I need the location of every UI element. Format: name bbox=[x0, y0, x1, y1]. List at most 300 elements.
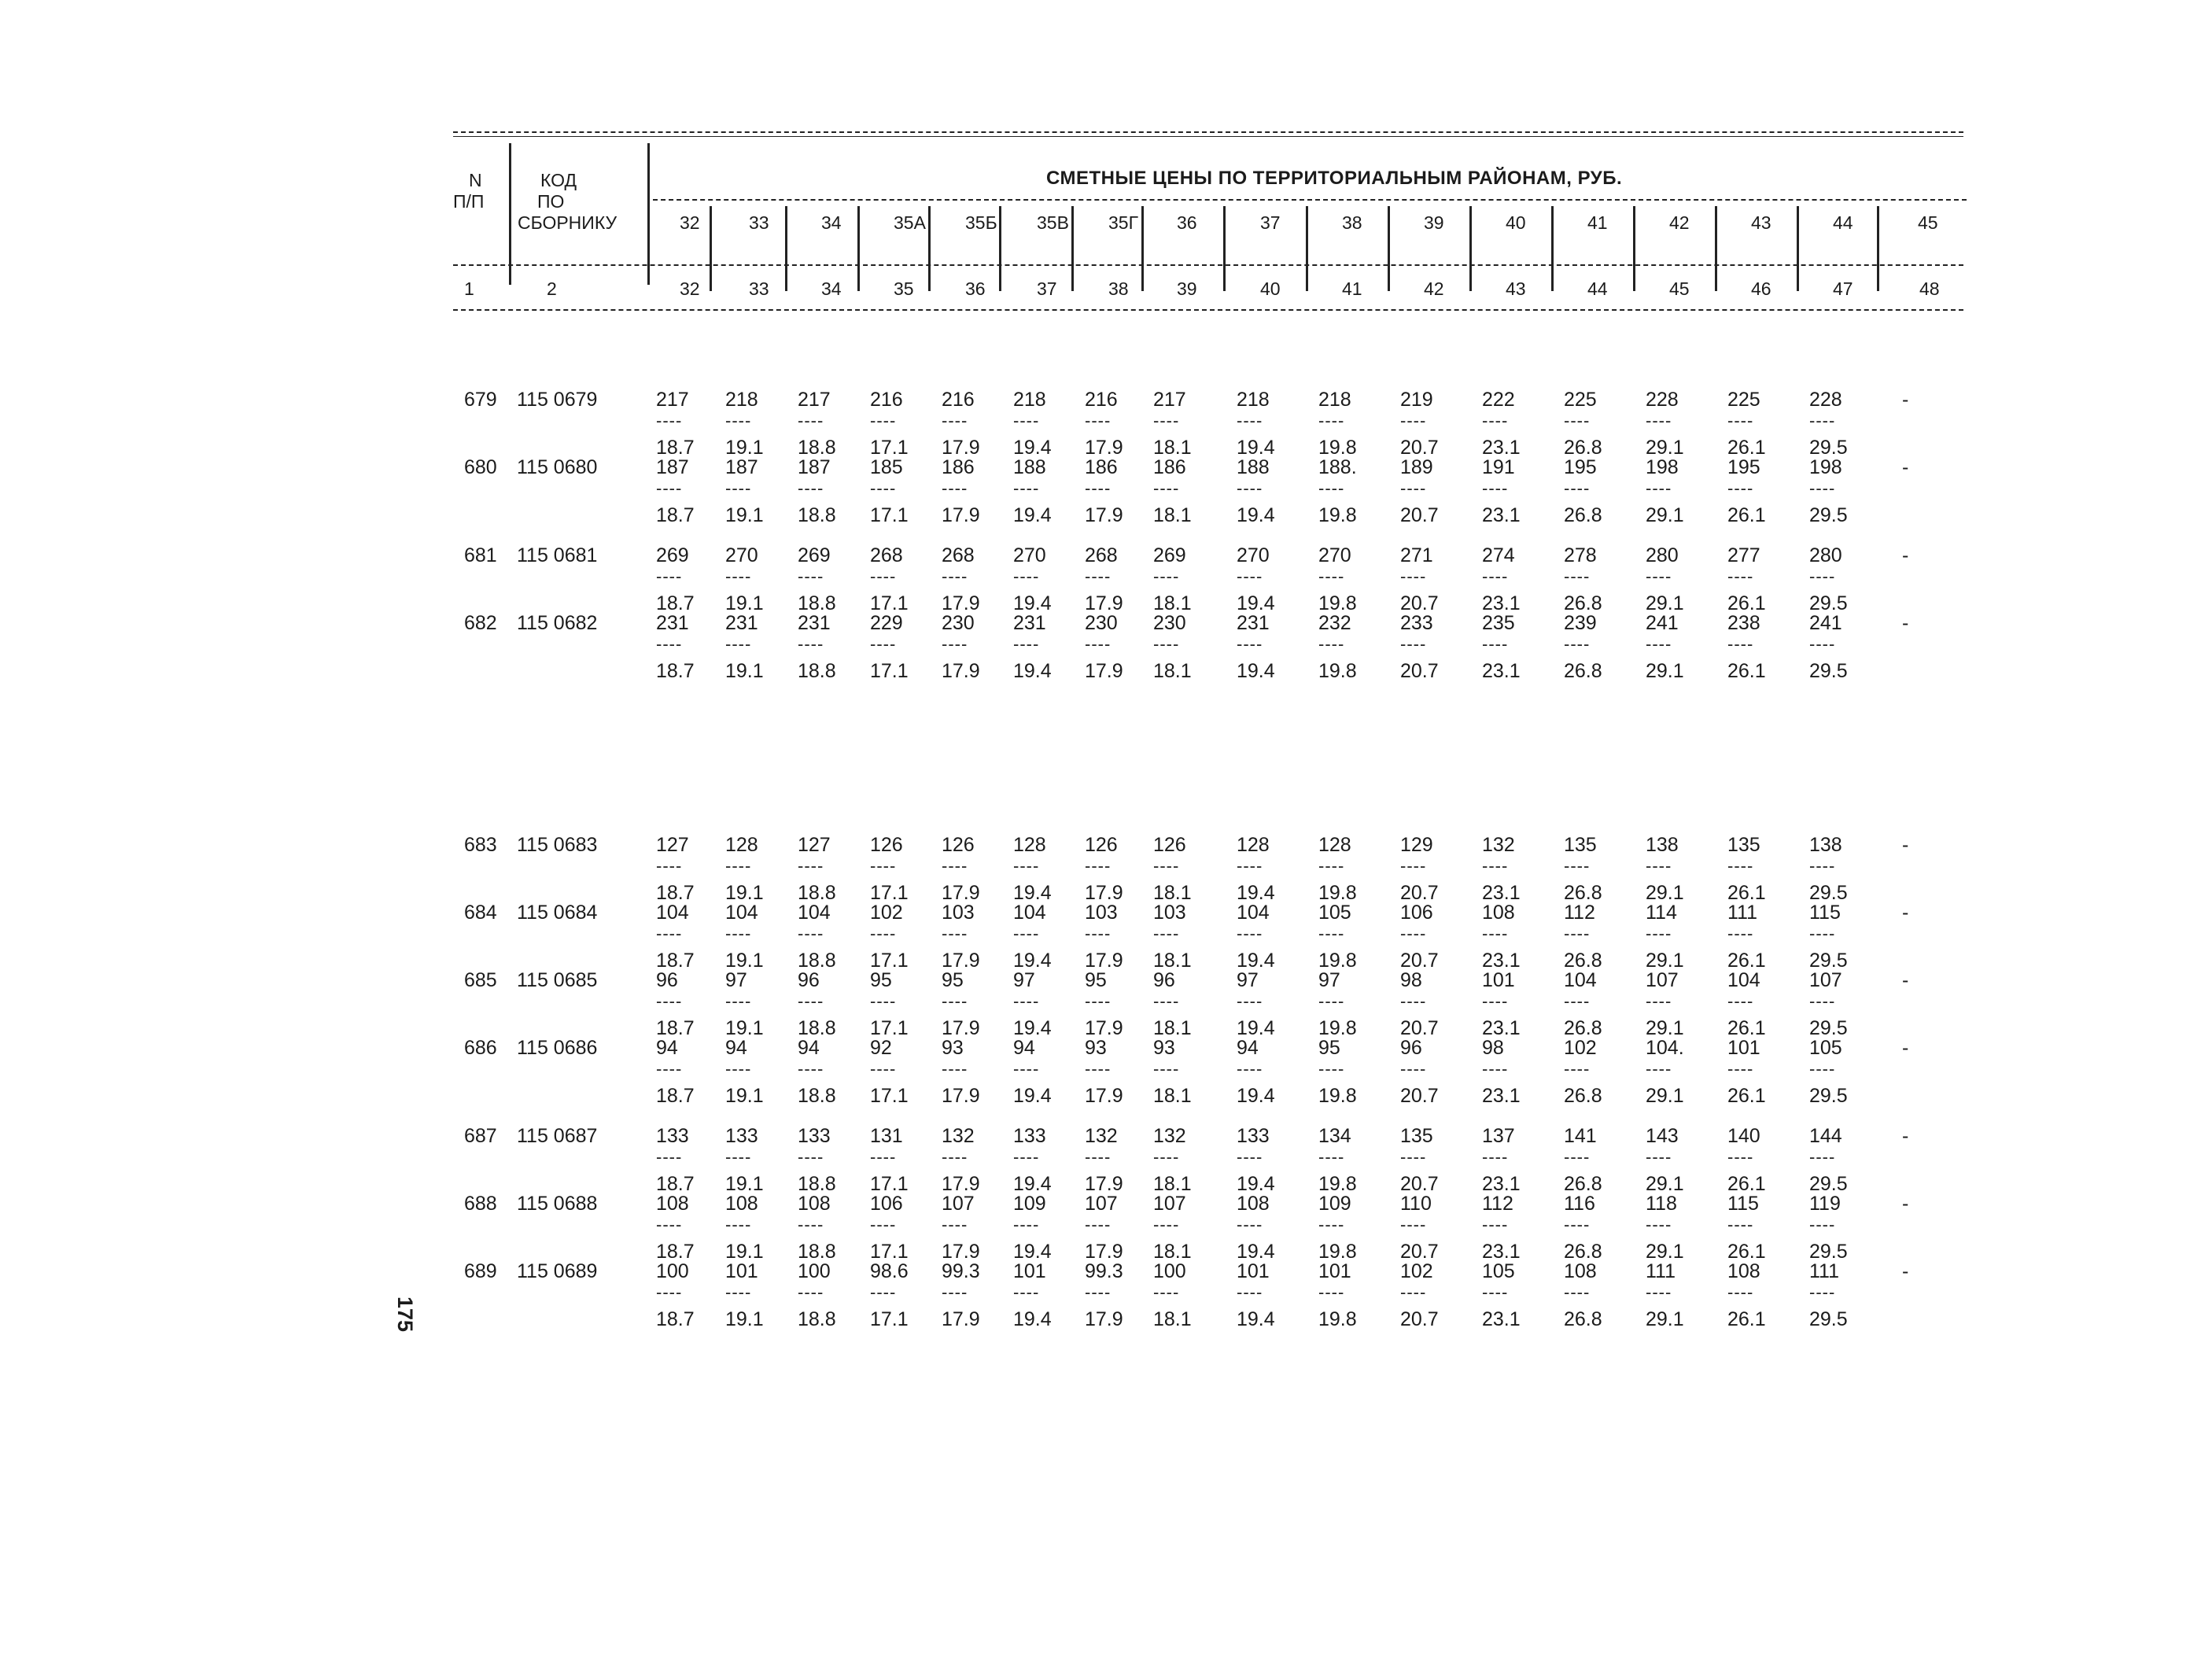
price-cell: 133 bbox=[798, 1125, 831, 1147]
coefficient-cell: 23.1 bbox=[1482, 1308, 1521, 1330]
coefficient-cell: 17.9 bbox=[942, 1241, 980, 1263]
coefficient-cell: 20.7 bbox=[1400, 1085, 1439, 1107]
fraction-bar: ---- bbox=[1646, 478, 1672, 498]
column-number: 36 bbox=[965, 278, 986, 299]
fraction-bar: ---- bbox=[725, 1059, 752, 1079]
fraction-bar: ---- bbox=[1237, 1215, 1263, 1234]
price-cell: 277 bbox=[1727, 544, 1760, 566]
coefficient-cell: 18.1 bbox=[1153, 437, 1192, 459]
coefficient-cell: 19.4 bbox=[1013, 592, 1052, 614]
coefficient-cell: 18.8 bbox=[798, 1173, 836, 1195]
header-top-rule-2 bbox=[453, 136, 1963, 137]
coefficient-cell: 19.4 bbox=[1237, 1241, 1275, 1263]
price-cell: 128 bbox=[1318, 834, 1351, 856]
price-cell: 98.6 bbox=[870, 1260, 909, 1282]
price-cell: 268 bbox=[942, 544, 975, 566]
coefficient-cell: 23.1 bbox=[1482, 882, 1521, 904]
fraction-bar: ---- bbox=[942, 1282, 968, 1302]
row-number: 686 bbox=[464, 1037, 497, 1059]
coefficient-cell: 19.4 bbox=[1013, 1085, 1052, 1107]
fraction-bar: ---- bbox=[1564, 566, 1591, 586]
price-cell: 228 bbox=[1646, 389, 1679, 411]
price-cell: 96 bbox=[798, 969, 820, 991]
price-cell: 107 bbox=[1809, 969, 1842, 991]
fraction-bar: ---- bbox=[1085, 924, 1112, 943]
fraction-bar: ---- bbox=[942, 856, 968, 876]
price-cell: 133 bbox=[656, 1125, 689, 1147]
fraction-bar: ---- bbox=[942, 1147, 968, 1167]
price-cell: 101 bbox=[1237, 1260, 1270, 1282]
price-cell: 101 bbox=[1482, 969, 1515, 991]
price-cell: 188 bbox=[1237, 456, 1270, 478]
row-number: 682 bbox=[464, 612, 497, 634]
page-number: 175 bbox=[393, 1296, 417, 1333]
coefficient-cell: 29.5 bbox=[1809, 1173, 1848, 1195]
price-cell: 217 bbox=[1153, 389, 1186, 411]
fraction-bar: ---- bbox=[1646, 924, 1672, 943]
coefficient-cell: 26.8 bbox=[1564, 1085, 1602, 1107]
price-cell: 97 bbox=[1318, 969, 1340, 991]
price-cell: 100 bbox=[798, 1260, 831, 1282]
column-number: 33 bbox=[749, 278, 769, 299]
coefficient-cell: 20.7 bbox=[1400, 504, 1439, 526]
coefficient-cell: 18.1 bbox=[1153, 1241, 1192, 1263]
column-divider bbox=[1223, 206, 1226, 291]
fraction-bar: ---- bbox=[1318, 634, 1345, 654]
price-cell: 131 bbox=[870, 1125, 903, 1147]
price-cell: 116 bbox=[1564, 1193, 1595, 1215]
fraction-bar: ---- bbox=[1153, 1147, 1180, 1167]
coefficient-cell: 18.8 bbox=[798, 1017, 836, 1039]
row-number: 681 bbox=[464, 544, 497, 566]
coefficient-cell: 19.1 bbox=[725, 1017, 764, 1039]
fraction-bar: ---- bbox=[1727, 566, 1754, 586]
row-code: 115 0689 bbox=[517, 1260, 598, 1282]
coefficient-cell: 18.1 bbox=[1153, 882, 1192, 904]
coefficient-cell: 19.8 bbox=[1318, 1173, 1357, 1195]
coefficient-cell: 18.8 bbox=[798, 882, 836, 904]
coefficient-cell: 26.8 bbox=[1564, 660, 1602, 682]
coefficient-cell: 19.4 bbox=[1013, 1173, 1052, 1195]
fraction-bar: ---- bbox=[1727, 411, 1754, 430]
price-cell: 225 bbox=[1727, 389, 1760, 411]
coefficient-cell: 29.1 bbox=[1646, 504, 1684, 526]
coefficient-cell: 26.8 bbox=[1564, 437, 1602, 459]
price-cell: 105 bbox=[1482, 1260, 1515, 1282]
coefficient-cell: 17.1 bbox=[870, 437, 909, 459]
price-cell: 92 bbox=[870, 1037, 892, 1059]
fraction-bar: ---- bbox=[1013, 1282, 1040, 1302]
region-code: 38 bbox=[1342, 212, 1362, 233]
price-cell: 225 bbox=[1564, 389, 1597, 411]
price-cell: 128 bbox=[1013, 834, 1046, 856]
fraction-bar: ---- bbox=[1809, 478, 1836, 498]
coefficient-cell: 17.1 bbox=[870, 1173, 909, 1195]
coefficient-cell: 20.7 bbox=[1400, 1017, 1439, 1039]
fraction-bar: ---- bbox=[798, 1215, 824, 1234]
coefficient-cell: 19.4 bbox=[1013, 950, 1052, 972]
coefficient-cell: 18.8 bbox=[798, 660, 836, 682]
column-divider bbox=[1306, 206, 1308, 291]
fraction-bar: ---- bbox=[1013, 478, 1040, 498]
price-cell: 100 bbox=[1153, 1260, 1186, 1282]
price-cell: 134 bbox=[1318, 1125, 1351, 1147]
coefficient-cell: 17.9 bbox=[1085, 437, 1123, 459]
price-cell: 93 bbox=[1085, 1037, 1107, 1059]
coefficient-cell: 19.4 bbox=[1013, 437, 1052, 459]
col1-label-line1: N bbox=[469, 170, 482, 190]
region-code: 39 bbox=[1424, 212, 1444, 233]
price-cell: 129 bbox=[1400, 834, 1433, 856]
fraction-bar: ---- bbox=[870, 411, 897, 430]
price-cell: 108 bbox=[798, 1193, 831, 1215]
price-cell: 128 bbox=[725, 834, 758, 856]
coefficient-cell: 18.1 bbox=[1153, 504, 1192, 526]
price-cell: 198 bbox=[1646, 456, 1679, 478]
coefficient-cell: 20.7 bbox=[1400, 660, 1439, 682]
fraction-bar: ---- bbox=[798, 856, 824, 876]
fraction-bar: ---- bbox=[1153, 411, 1180, 430]
fraction-bar: ---- bbox=[1085, 1215, 1112, 1234]
fraction-bar: ---- bbox=[656, 634, 683, 654]
fraction-bar: ---- bbox=[1318, 856, 1345, 876]
row-code: 115 0685 bbox=[517, 969, 598, 991]
region-code: 35Г bbox=[1108, 212, 1139, 233]
fraction-bar: ---- bbox=[1482, 856, 1509, 876]
price-cell: 108 bbox=[1482, 902, 1515, 924]
coefficient-cell: 19.4 bbox=[1237, 950, 1275, 972]
column-divider bbox=[1877, 206, 1879, 291]
price-cell: 268 bbox=[870, 544, 903, 566]
price-cell: 93 bbox=[942, 1037, 964, 1059]
coefficient-cell: 18.1 bbox=[1153, 1085, 1192, 1107]
fraction-bar: ---- bbox=[798, 924, 824, 943]
region-code: 37 bbox=[1260, 212, 1281, 233]
price-cell: 132 bbox=[1482, 834, 1515, 856]
price-cell: 105 bbox=[1809, 1037, 1842, 1059]
price-cell: 126 bbox=[870, 834, 903, 856]
coefficient-cell: 19.8 bbox=[1318, 504, 1357, 526]
price-cell: 132 bbox=[1153, 1125, 1186, 1147]
price-cell: 104 bbox=[798, 902, 831, 924]
coefficient-cell: 18.8 bbox=[798, 1085, 836, 1107]
coefficient-cell: 29.5 bbox=[1809, 592, 1848, 614]
price-cell: 94 bbox=[725, 1037, 747, 1059]
coefficient-cell: 26.1 bbox=[1727, 882, 1766, 904]
fraction-bar: ---- bbox=[1013, 991, 1040, 1011]
price-cell: 97 bbox=[1013, 969, 1035, 991]
coefficient-cell: 17.9 bbox=[942, 1173, 980, 1195]
fraction-bar: ---- bbox=[1727, 1215, 1754, 1234]
coefficient-cell: 29.5 bbox=[1809, 1017, 1848, 1039]
column-divider bbox=[1551, 206, 1554, 291]
price-cell: 230 bbox=[1153, 612, 1186, 634]
coefficient-cell: 19.8 bbox=[1318, 1085, 1357, 1107]
price-cell: 94 bbox=[656, 1037, 678, 1059]
price-cell: 231 bbox=[1237, 612, 1270, 634]
price-cell: 103 bbox=[1153, 902, 1186, 924]
column-divider bbox=[1388, 206, 1390, 291]
fraction-bar: ---- bbox=[798, 411, 824, 430]
column-number: 46 bbox=[1751, 278, 1771, 299]
column-number: 2 bbox=[547, 278, 557, 299]
fraction-bar: ---- bbox=[1237, 1282, 1263, 1302]
fraction-bar: ---- bbox=[1153, 478, 1180, 498]
fraction-bar: ---- bbox=[1809, 1147, 1836, 1167]
price-cell: 104 bbox=[1564, 969, 1597, 991]
region-code: 41 bbox=[1587, 212, 1608, 233]
coefficient-cell: 20.7 bbox=[1400, 1241, 1439, 1263]
price-cell: 127 bbox=[656, 834, 689, 856]
last-column-dash: - bbox=[1902, 1125, 1909, 1147]
fraction-bar: ---- bbox=[1318, 411, 1345, 430]
coefficient-cell: 17.9 bbox=[942, 1085, 980, 1107]
fraction-bar: ---- bbox=[1318, 478, 1345, 498]
price-cell: 144 bbox=[1809, 1125, 1842, 1147]
fraction-bar: ---- bbox=[1646, 1059, 1672, 1079]
fraction-bar: ---- bbox=[1318, 924, 1345, 943]
fraction-bar: ---- bbox=[1727, 856, 1754, 876]
coefficient-cell: 19.1 bbox=[725, 1173, 764, 1195]
fraction-bar: ---- bbox=[1400, 1147, 1427, 1167]
price-cell: 269 bbox=[798, 544, 831, 566]
fraction-bar: ---- bbox=[656, 566, 683, 586]
coefficient-cell: 26.8 bbox=[1564, 950, 1602, 972]
row-number: 679 bbox=[464, 389, 497, 411]
coefficient-cell: 19.8 bbox=[1318, 950, 1357, 972]
coefficient-cell: 17.9 bbox=[942, 1017, 980, 1039]
coefficient-cell: 23.1 bbox=[1482, 1085, 1521, 1107]
fraction-bar: ---- bbox=[1085, 1282, 1112, 1302]
price-cell: 103 bbox=[1085, 902, 1118, 924]
coefficient-cell: 19.1 bbox=[725, 1241, 764, 1263]
column-number: 39 bbox=[1177, 278, 1197, 299]
fraction-bar: ---- bbox=[1727, 1059, 1754, 1079]
price-cell: 104 bbox=[656, 902, 689, 924]
price-cell: 140 bbox=[1727, 1125, 1760, 1147]
fraction-bar: ---- bbox=[870, 1282, 897, 1302]
fraction-bar: ---- bbox=[1564, 1282, 1591, 1302]
price-cell: 103 bbox=[942, 902, 975, 924]
coefficient-cell: 17.9 bbox=[942, 592, 980, 614]
fraction-bar: ---- bbox=[1482, 924, 1509, 943]
coefficient-cell: 29.5 bbox=[1809, 950, 1848, 972]
fraction-bar: ---- bbox=[1482, 1282, 1509, 1302]
last-column-dash: - bbox=[1902, 612, 1909, 634]
fraction-bar: ---- bbox=[725, 1147, 752, 1167]
column-divider bbox=[1071, 206, 1074, 291]
fraction-bar: ---- bbox=[1085, 634, 1112, 654]
price-cell: 95 bbox=[870, 969, 892, 991]
price-cell: 95 bbox=[1085, 969, 1107, 991]
coefficient-cell: 29.1 bbox=[1646, 437, 1684, 459]
price-cell: 141 bbox=[1564, 1125, 1597, 1147]
coefficient-cell: 26.1 bbox=[1727, 660, 1766, 682]
column-number: 45 bbox=[1669, 278, 1690, 299]
coefficient-cell: 26.1 bbox=[1727, 1173, 1766, 1195]
coefficient-cell: 19.8 bbox=[1318, 882, 1357, 904]
price-cell: 195 bbox=[1564, 456, 1597, 478]
fraction-bar: ---- bbox=[656, 1059, 683, 1079]
price-cell: 127 bbox=[798, 834, 831, 856]
fraction-bar: ---- bbox=[1013, 411, 1040, 430]
price-cell: 191 bbox=[1482, 456, 1515, 478]
coefficient-cell: 20.7 bbox=[1400, 882, 1439, 904]
coefficient-cell: 29.1 bbox=[1646, 882, 1684, 904]
price-cell: 106 bbox=[870, 1193, 903, 1215]
price-cell: 269 bbox=[656, 544, 689, 566]
coefficient-cell: 17.9 bbox=[1085, 1308, 1123, 1330]
fraction-bar: ---- bbox=[1237, 566, 1263, 586]
price-cell: 241 bbox=[1809, 612, 1842, 634]
row-code: 115 0679 bbox=[517, 389, 598, 411]
coefficient-cell: 18.7 bbox=[656, 504, 695, 526]
price-cell: 108 bbox=[656, 1193, 689, 1215]
price-cell: 101 bbox=[1013, 1260, 1046, 1282]
price-cell: 108 bbox=[1727, 1260, 1760, 1282]
coefficient-cell: 17.9 bbox=[942, 437, 980, 459]
fraction-bar: ---- bbox=[1809, 924, 1836, 943]
fraction-bar: ---- bbox=[656, 411, 683, 430]
last-column-dash: - bbox=[1902, 544, 1909, 566]
coefficient-cell: 19.8 bbox=[1318, 1241, 1357, 1263]
price-cell: 219 bbox=[1400, 389, 1433, 411]
fraction-bar: ---- bbox=[1013, 1215, 1040, 1234]
coefficient-cell: 26.1 bbox=[1727, 504, 1766, 526]
price-cell: 101 bbox=[725, 1260, 758, 1282]
coefficient-cell: 19.8 bbox=[1318, 1308, 1357, 1330]
row-code: 115 0686 bbox=[517, 1037, 598, 1059]
fraction-bar: ---- bbox=[656, 991, 683, 1011]
fraction-bar: ---- bbox=[1482, 411, 1509, 430]
coefficient-cell: 19.1 bbox=[725, 950, 764, 972]
price-cell: 118 bbox=[1646, 1193, 1677, 1215]
price-cell: 185 bbox=[870, 456, 903, 478]
column-divider bbox=[928, 206, 931, 291]
price-cell: 96 bbox=[1153, 969, 1175, 991]
row-number: 689 bbox=[464, 1260, 497, 1282]
price-cell: 104 bbox=[1013, 902, 1046, 924]
coefficient-cell: 19.4 bbox=[1013, 504, 1052, 526]
fraction-bar: ---- bbox=[1646, 411, 1672, 430]
price-cell: 114 bbox=[1646, 902, 1677, 924]
region-code: 44 bbox=[1833, 212, 1853, 233]
price-cell: 108 bbox=[725, 1193, 758, 1215]
price-cell: 128 bbox=[1237, 834, 1270, 856]
fraction-bar: ---- bbox=[1085, 1147, 1112, 1167]
price-cell: 188 bbox=[1013, 456, 1046, 478]
coefficient-cell: 18.1 bbox=[1153, 1173, 1192, 1195]
coefficient-cell: 17.9 bbox=[942, 504, 980, 526]
price-cell: 280 bbox=[1646, 544, 1679, 566]
fraction-bar: ---- bbox=[725, 1282, 752, 1302]
fraction-bar: ---- bbox=[1809, 1282, 1836, 1302]
price-cell: 216 bbox=[942, 389, 975, 411]
coefficient-cell: 17.1 bbox=[870, 660, 909, 682]
fraction-bar: ---- bbox=[1400, 566, 1427, 586]
coefficient-cell: 20.7 bbox=[1400, 950, 1439, 972]
fraction-bar: ---- bbox=[1727, 991, 1754, 1011]
coefficient-cell: 19.8 bbox=[1318, 1017, 1357, 1039]
fraction-bar: ---- bbox=[1013, 1059, 1040, 1079]
column-number: 44 bbox=[1587, 278, 1608, 299]
col2-label-line3: СБОРНИКУ bbox=[518, 212, 618, 233]
col2-label-line2: ПО bbox=[537, 191, 565, 212]
price-cell: 115 bbox=[1727, 1193, 1759, 1215]
coefficient-cell: 17.9 bbox=[942, 660, 980, 682]
coefficient-cell: 26.8 bbox=[1564, 504, 1602, 526]
coefficient-cell: 19.1 bbox=[725, 1085, 764, 1107]
price-cell: 231 bbox=[725, 612, 758, 634]
price-cell: 107 bbox=[1646, 969, 1679, 991]
price-cell: 270 bbox=[1237, 544, 1270, 566]
coefficient-cell: 19.1 bbox=[725, 1308, 764, 1330]
price-cell: 102 bbox=[1400, 1260, 1433, 1282]
price-cell: 101 bbox=[1318, 1260, 1351, 1282]
fraction-bar: ---- bbox=[1646, 991, 1672, 1011]
coefficient-cell: 18.7 bbox=[656, 950, 695, 972]
fraction-bar: ---- bbox=[942, 1059, 968, 1079]
column-divider bbox=[1469, 206, 1472, 291]
row-number: 687 bbox=[464, 1125, 497, 1147]
fraction-bar: ---- bbox=[1646, 1282, 1672, 1302]
fraction-bar: ---- bbox=[1153, 566, 1180, 586]
last-column-dash: - bbox=[1902, 834, 1909, 856]
fraction-bar: ---- bbox=[1237, 991, 1263, 1011]
fraction-bar: ---- bbox=[1085, 478, 1112, 498]
fraction-bar: ---- bbox=[1153, 1215, 1180, 1234]
fraction-bar: ---- bbox=[1400, 924, 1427, 943]
coefficient-cell: 23.1 bbox=[1482, 592, 1521, 614]
column-divider bbox=[1715, 206, 1717, 291]
column-number: 34 bbox=[821, 278, 842, 299]
coefficient-cell: 19.4 bbox=[1237, 437, 1275, 459]
header-divider-a bbox=[509, 143, 511, 285]
coefficient-cell: 18.8 bbox=[798, 437, 836, 459]
price-cell: 189 bbox=[1400, 456, 1433, 478]
coefficient-cell: 26.1 bbox=[1727, 1085, 1766, 1107]
coefficient-cell: 18.7 bbox=[656, 1085, 695, 1107]
coefficient-cell: 29.1 bbox=[1646, 1241, 1684, 1263]
price-cell: 112 bbox=[1564, 902, 1595, 924]
coefficient-cell: 17.9 bbox=[1085, 882, 1123, 904]
row-number: 684 bbox=[464, 902, 497, 924]
price-cell: 187 bbox=[656, 456, 689, 478]
price-cell: 96 bbox=[656, 969, 678, 991]
row-code: 115 0682 bbox=[517, 612, 598, 634]
coefficient-cell: 18.8 bbox=[798, 592, 836, 614]
fraction-bar: ---- bbox=[1482, 478, 1509, 498]
fraction-bar: ---- bbox=[1318, 566, 1345, 586]
fraction-bar: ---- bbox=[942, 924, 968, 943]
coefficient-cell: 18.7 bbox=[656, 437, 695, 459]
coefficient-cell: 18.7 bbox=[656, 1241, 695, 1263]
coefficient-cell: 26.8 bbox=[1564, 592, 1602, 614]
fraction-bar: ---- bbox=[870, 1215, 897, 1234]
price-cell: 218 bbox=[1318, 389, 1351, 411]
fraction-bar: ---- bbox=[1237, 478, 1263, 498]
price-cell: 222 bbox=[1482, 389, 1515, 411]
fraction-bar: ---- bbox=[725, 411, 752, 430]
coefficient-cell: 17.9 bbox=[1085, 950, 1123, 972]
fraction-bar: ---- bbox=[1400, 411, 1427, 430]
coefficient-cell: 29.5 bbox=[1809, 504, 1848, 526]
coefficient-cell: 26.1 bbox=[1727, 1017, 1766, 1039]
fraction-bar: ---- bbox=[942, 634, 968, 654]
column-number: 40 bbox=[1260, 278, 1281, 299]
coefficient-cell: 17.1 bbox=[870, 1017, 909, 1039]
price-cell: 198 bbox=[1809, 456, 1842, 478]
